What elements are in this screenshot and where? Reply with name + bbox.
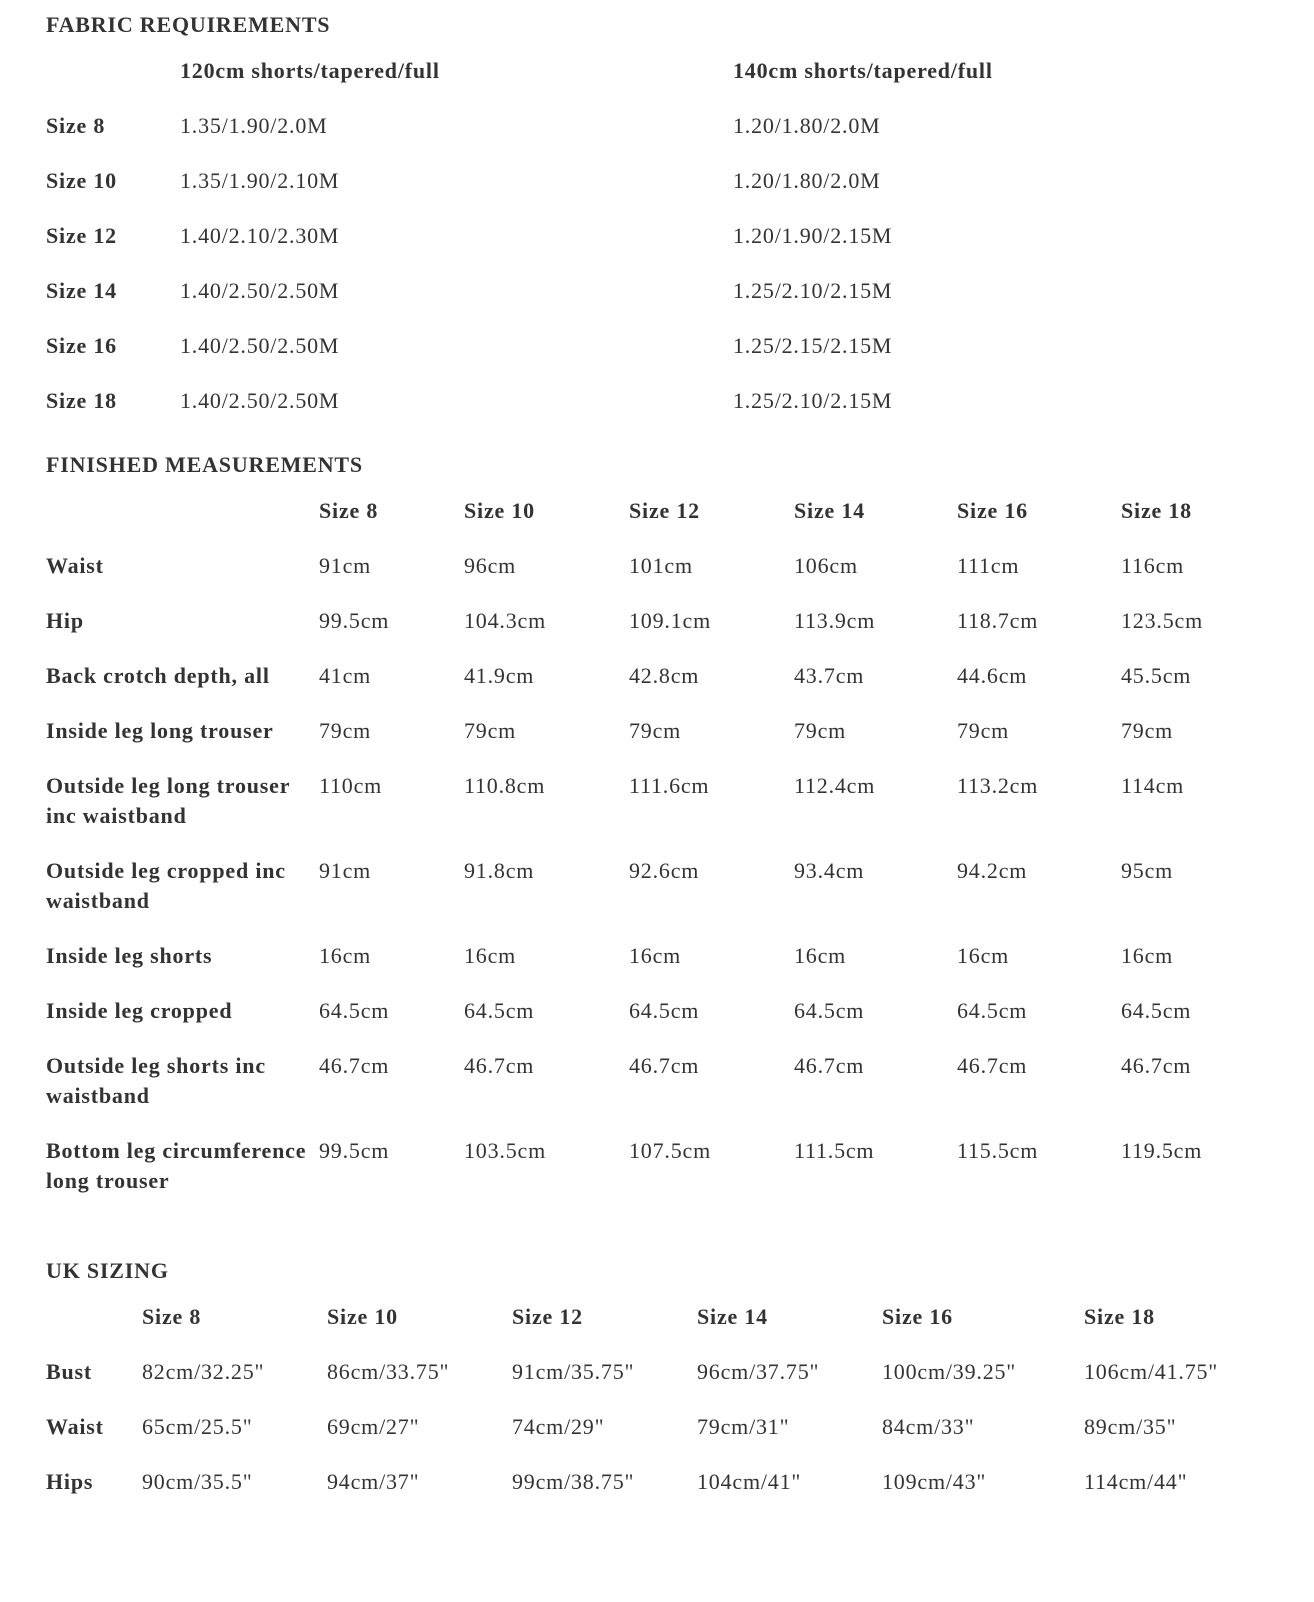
cell-value: 104cm/41" — [697, 1469, 802, 1494]
cell-value: 114cm/44" — [1084, 1469, 1188, 1494]
table-row — [46, 111, 1246, 166]
cell-value: 109cm/43" — [882, 1469, 987, 1494]
uk-sizing-title: UK SIZING — [46, 1258, 169, 1283]
fabric-requirements-table — [46, 56, 1246, 441]
table-row — [46, 661, 1276, 716]
cell-value: 86cm/33.75" — [327, 1359, 450, 1384]
row-label: Outside leg shorts inc waistband — [46, 1053, 266, 1108]
cell-value: 99.5cm — [319, 1138, 390, 1163]
cell-value: 1.20/1.90/2.15M — [733, 223, 893, 248]
row-label: Size 18 — [46, 388, 117, 413]
cell-value: 92.6cm — [629, 858, 700, 883]
cell-value: 1.20/1.80/2.0M — [733, 113, 881, 138]
uk-header-row — [46, 1302, 1306, 1357]
row-label: Bottom leg circumference long trouser — [46, 1138, 307, 1193]
table-row — [46, 1412, 1306, 1467]
row-label: Waist — [46, 553, 104, 578]
table-row — [46, 331, 1246, 386]
cell-value: 114cm — [1121, 773, 1185, 798]
table-row — [46, 1467, 1306, 1522]
fabric-header-140cm: 140cm shorts/tapered/full — [733, 58, 993, 83]
fabric-requirements-title: FABRIC REQUIREMENTS — [46, 12, 331, 37]
cell-value: 64.5cm — [629, 998, 700, 1023]
fabric-header-120cm: 120cm shorts/tapered/full — [180, 58, 440, 83]
cell-value: 64.5cm — [1121, 998, 1192, 1023]
cell-value: 94.2cm — [957, 858, 1028, 883]
uk-header-size: Size 14 — [697, 1304, 768, 1329]
cell-value: 116cm — [1121, 553, 1185, 578]
cell-value: 104.3cm — [464, 608, 546, 633]
cell-value: 123.5cm — [1121, 608, 1203, 633]
table-row — [46, 771, 1276, 856]
cell-value: 94cm/37" — [327, 1469, 420, 1494]
row-label: Inside leg cropped — [46, 998, 233, 1023]
cell-value: 1.40/2.50/2.50M — [180, 333, 340, 358]
cell-value: 111cm — [957, 553, 1020, 578]
cell-value: 74cm/29" — [512, 1414, 605, 1439]
cell-value: 46.7cm — [1121, 1053, 1192, 1078]
row-label: Size 14 — [46, 278, 117, 303]
cell-value: 65cm/25.5" — [142, 1414, 253, 1439]
cell-value: 1.35/1.90/2.10M — [180, 168, 340, 193]
table-row — [46, 856, 1276, 941]
cell-value: 79cm — [794, 718, 847, 743]
table-row — [46, 386, 1246, 441]
cell-value: 46.7cm — [629, 1053, 700, 1078]
cell-value: 82cm/32.25" — [142, 1359, 265, 1384]
cell-value: 1.40/2.10/2.30M — [180, 223, 340, 248]
cell-value: 103.5cm — [464, 1138, 546, 1163]
cell-value: 109.1cm — [629, 608, 711, 633]
cell-value: 43.7cm — [794, 663, 865, 688]
table-row — [46, 606, 1276, 661]
cell-value: 1.25/2.10/2.15M — [733, 278, 893, 303]
finished-header-size: Size 12 — [629, 498, 700, 523]
table-row — [46, 221, 1246, 276]
uk-header-size: Size 12 — [512, 1304, 583, 1329]
cell-value: 79cm/31" — [697, 1414, 790, 1439]
cell-value: 1.35/1.90/2.0M — [180, 113, 328, 138]
cell-value: 41.9cm — [464, 663, 535, 688]
uk-header-empty — [46, 1302, 142, 1357]
cell-value: 79cm — [957, 718, 1010, 743]
table-row — [46, 716, 1276, 771]
cell-value: 113.9cm — [794, 608, 876, 633]
cell-value: 119.5cm — [1121, 1138, 1203, 1163]
cell-value: 46.7cm — [319, 1053, 390, 1078]
cell-value: 16cm — [629, 943, 682, 968]
cell-value: 45.5cm — [1121, 663, 1192, 688]
cell-value: 96cm/37.75" — [697, 1359, 820, 1384]
uk-header-size: Size 10 — [327, 1304, 398, 1329]
row-label: Waist — [46, 1414, 104, 1439]
finished-header-row — [46, 496, 1276, 551]
cell-value: 111.6cm — [629, 773, 710, 798]
cell-value: 107.5cm — [629, 1138, 711, 1163]
cell-value: 16cm — [319, 943, 372, 968]
row-label: Size 10 — [46, 168, 117, 193]
cell-value: 79cm — [319, 718, 372, 743]
cell-value: 99.5cm — [319, 608, 390, 633]
cell-value: 99cm/38.75" — [512, 1469, 635, 1494]
cell-value: 46.7cm — [794, 1053, 865, 1078]
cell-value: 16cm — [464, 943, 517, 968]
cell-value: 79cm — [629, 718, 682, 743]
cell-value: 95cm — [1121, 858, 1174, 883]
table-row — [46, 1357, 1306, 1412]
cell-value: 1.20/1.80/2.0M — [733, 168, 881, 193]
finished-measurements-table — [46, 496, 1276, 1221]
cell-value: 106cm/41.75" — [1084, 1359, 1219, 1384]
table-row — [46, 1051, 1276, 1136]
table-row — [46, 276, 1246, 331]
cell-value: 64.5cm — [794, 998, 865, 1023]
cell-value: 111.5cm — [794, 1138, 875, 1163]
row-label: Inside leg shorts — [46, 943, 213, 968]
row-label: Outside leg long trouser inc waistband — [46, 773, 290, 828]
row-label: Outside leg cropped inc waistband — [46, 858, 286, 913]
row-label: Size 16 — [46, 333, 117, 358]
cell-value: 1.40/2.50/2.50M — [180, 278, 340, 303]
finished-header-size: Size 14 — [794, 498, 865, 523]
cell-value: 64.5cm — [464, 998, 535, 1023]
cell-value: 46.7cm — [957, 1053, 1028, 1078]
cell-value: 89cm/35" — [1084, 1414, 1177, 1439]
cell-value: 106cm — [794, 553, 858, 578]
cell-value: 91cm — [319, 858, 372, 883]
uk-header-size: Size 16 — [882, 1304, 953, 1329]
cell-value: 118.7cm — [957, 608, 1039, 633]
row-label: Size 12 — [46, 223, 117, 248]
cell-value: 91cm — [319, 553, 372, 578]
row-label: Size 8 — [46, 113, 106, 138]
table-row — [46, 996, 1276, 1051]
fabric-header-empty — [46, 56, 180, 111]
cell-value: 16cm — [794, 943, 847, 968]
cell-value: 113.2cm — [957, 773, 1039, 798]
cell-value: 1.25/2.15/2.15M — [733, 333, 893, 358]
cell-value: 64.5cm — [319, 998, 390, 1023]
cell-value: 16cm — [957, 943, 1010, 968]
finished-header-size: Size 10 — [464, 498, 535, 523]
cell-value: 110cm — [319, 773, 383, 798]
finished-header-size: Size 8 — [319, 498, 379, 523]
cell-value: 46.7cm — [464, 1053, 535, 1078]
table-row — [46, 1136, 1276, 1221]
cell-value: 96cm — [464, 553, 517, 578]
cell-value: 91.8cm — [464, 858, 535, 883]
cell-value: 112.4cm — [794, 773, 876, 798]
row-label: Inside leg long trouser — [46, 718, 274, 743]
fabric-header-row — [46, 56, 1246, 111]
cell-value: 100cm/39.25" — [882, 1359, 1017, 1384]
cell-value: 79cm — [464, 718, 517, 743]
cell-value: 42.8cm — [629, 663, 700, 688]
cell-value: 1.25/2.10/2.15M — [733, 388, 893, 413]
uk-header-size: Size 8 — [142, 1304, 202, 1329]
uk-sizing-table — [46, 1302, 1306, 1522]
row-label: Bust — [46, 1359, 92, 1384]
cell-value: 101cm — [629, 553, 693, 578]
cell-value: 90cm/35.5" — [142, 1469, 253, 1494]
table-row — [46, 166, 1246, 221]
table-row — [46, 941, 1276, 996]
cell-value: 84cm/33" — [882, 1414, 975, 1439]
cell-value: 1.40/2.50/2.50M — [180, 388, 340, 413]
cell-value: 69cm/27" — [327, 1414, 420, 1439]
cell-value: 93.4cm — [794, 858, 865, 883]
cell-value: 44.6cm — [957, 663, 1028, 688]
table-row — [46, 551, 1276, 606]
cell-value: 41cm — [319, 663, 372, 688]
cell-value: 64.5cm — [957, 998, 1028, 1023]
cell-value: 110.8cm — [464, 773, 546, 798]
finished-header-size: Size 16 — [957, 498, 1028, 523]
row-label: Back crotch depth, all — [46, 663, 270, 688]
finished-header-empty — [46, 496, 319, 551]
uk-header-size: Size 18 — [1084, 1304, 1155, 1329]
finished-measurements-title: FINISHED MEASUREMENTS — [46, 452, 363, 477]
row-label: Hip — [46, 608, 84, 633]
row-label: Hips — [46, 1469, 94, 1494]
cell-value: 79cm — [1121, 718, 1174, 743]
cell-value: 115.5cm — [957, 1138, 1039, 1163]
finished-header-size: Size 18 — [1121, 498, 1192, 523]
cell-value: 91cm/35.75" — [512, 1359, 635, 1384]
cell-value: 16cm — [1121, 943, 1174, 968]
